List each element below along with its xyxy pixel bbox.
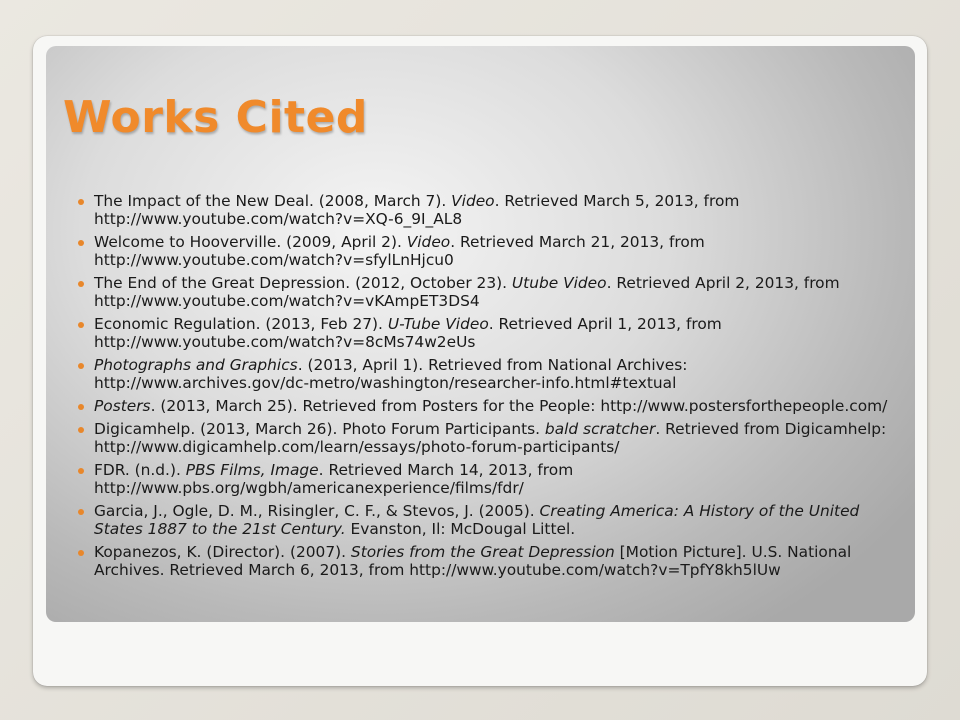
reference-text: Digicamhelp. (2013, March 26). Photo Forum Participants. xyxy=(94,420,545,438)
reference-text: . Retrieved March 5, 2013, from http://www.youtube.com/watch?v=XQ-6_9I_AL8 xyxy=(94,192,740,228)
reference-text: Kopanezos, K. (Director). (2007). xyxy=(94,543,351,561)
reference-italic: Photographs and Graphics xyxy=(94,356,298,374)
reference-item xyxy=(78,502,898,538)
reference-item xyxy=(78,192,898,228)
bullet-icon xyxy=(78,281,84,287)
bullet-icon xyxy=(78,550,84,556)
reference-text: . Retrieved March 21, 2013, from http://www.youtube.com/watch?v=sfylLnHjcu0 xyxy=(94,233,705,269)
reference-item xyxy=(78,420,898,456)
reference-item xyxy=(78,315,898,351)
reference-text: . (2013, March 25). Retrieved from Posters for the People: http://www.postersforthepeople.com/ xyxy=(150,397,888,415)
reference-item xyxy=(78,397,898,415)
reference-italic: Posters xyxy=(94,397,151,415)
bullet-icon xyxy=(78,509,84,515)
reference-italic: U-Tube Video xyxy=(387,315,489,333)
reference-text: Welcome to Hooverville. (2009, April 2). xyxy=(94,233,407,251)
bullet-icon xyxy=(78,363,84,369)
bullet-icon xyxy=(78,404,84,410)
reference-item xyxy=(78,543,898,579)
bullet-icon xyxy=(78,468,84,474)
reference-text: Garcia, J., Ogle, D. M., Risingler, C. F., & Stevos, J. (2005). xyxy=(94,502,540,520)
reference-item xyxy=(78,233,898,269)
reference-italic: Stories from the Great Depression xyxy=(350,543,615,561)
reference-text: . Retrieved April 2, 2013, from http://www.youtube.com/watch?v=vKAmpET3DS4 xyxy=(94,274,840,310)
reference-text: . (2013, April 1). Retrieved from National Archives: http://www.archives.gov/dc-metro/washington/researcher-info.html#textual xyxy=(94,356,688,392)
reference-text: . Retrieved from Digicamhelp: http://www.digicamhelp.com/learn/essays/photo-forum-participants/ xyxy=(94,420,887,456)
slide-title: Works Cited xyxy=(63,92,368,143)
reference-text: FDR. (n.d.). xyxy=(94,461,186,479)
reference-italic: Creating America: A History of the United States 1887 to the 21st Century. xyxy=(94,502,860,538)
reference-italic: PBS Films, Image xyxy=(185,461,319,479)
reference-item xyxy=(78,356,898,392)
reference-list xyxy=(78,192,898,584)
reference-text: The Impact of the New Deal. (2008, March 7). xyxy=(94,192,452,210)
reference-text: Economic Regulation. (2013, Feb 27). xyxy=(94,315,388,333)
reference-text: Evanston, Il: McDougal Littel. xyxy=(345,520,576,538)
reference-italic: Video xyxy=(451,192,495,210)
reference-italic: Video xyxy=(406,233,451,251)
reference-text: . Retrieved April 1, 2013, from http://www.youtube.com/watch?v=8cMs74w2eUs xyxy=(94,315,722,351)
bullet-icon xyxy=(78,427,84,433)
bullet-icon xyxy=(78,199,84,205)
bullet-icon xyxy=(78,322,84,328)
reference-text: [Motion Picture]. U.S. National Archives. Retrieved March 6, 2013, from http://www.youtube.com/watch?v=TpfY8kh5lUw xyxy=(94,543,852,579)
reference-text: . Retrieved March 14, 2013, from http://www.pbs.org/wgbh/americanexperience/films/fdr/ xyxy=(94,461,574,497)
reference-italic: bald scratcher xyxy=(544,420,656,438)
bullet-icon xyxy=(78,240,84,246)
reference-item xyxy=(78,274,898,310)
reference-text: The End of the Great Depression. (2012, October 23). xyxy=(94,274,512,292)
reference-italic: Utube Video xyxy=(511,274,607,292)
reference-item xyxy=(78,461,898,497)
